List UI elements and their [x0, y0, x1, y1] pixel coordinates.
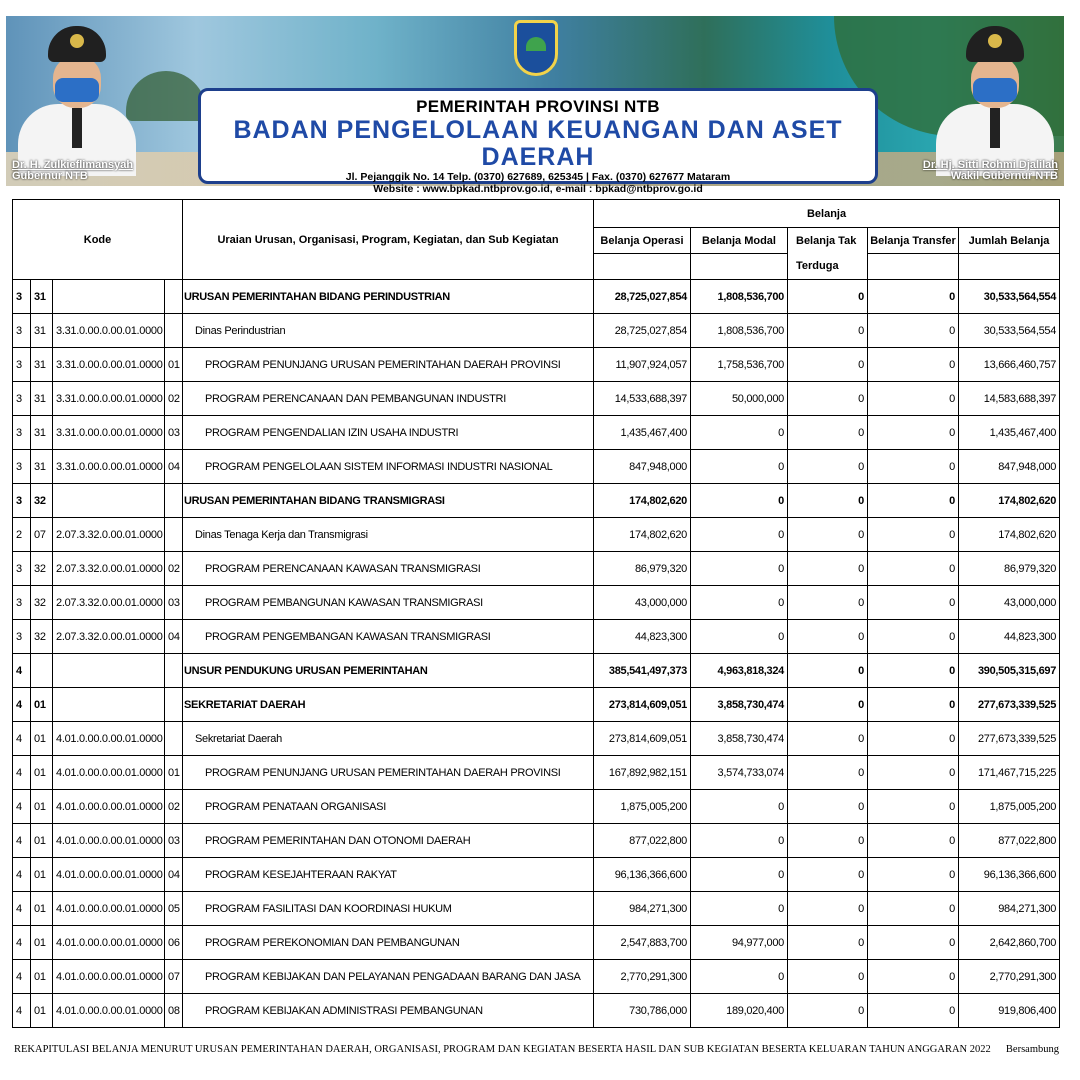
kode-organisasi: 3.31.0.00.0.00.01.0000: [53, 416, 165, 450]
table-row: [13, 926, 1060, 960]
header-belanja-modal: Belanja Modal: [691, 228, 788, 254]
header-jumlah-belanja-spacer: [959, 254, 1060, 280]
jumlah-belanja: 1,875,005,200: [959, 790, 1060, 824]
belanja-transfer: 0: [868, 926, 959, 960]
belanja-transfer: 0: [868, 280, 959, 314]
table-row: [13, 756, 1060, 790]
table-row: [13, 960, 1060, 994]
header-belanja-operasi: Belanja Operasi: [594, 228, 691, 254]
belanja-modal: 0: [691, 586, 788, 620]
uraian: PROGRAM FASILITASI DAN KOORDINASI HUKUM: [183, 892, 594, 926]
belanja-transfer: 0: [868, 688, 959, 722]
vice-governor-photo: [936, 26, 1054, 176]
header-belanja: Belanja: [594, 200, 1060, 228]
belanja-operasi: 2,770,291,300: [594, 960, 691, 994]
kode-bidang: 31: [31, 450, 53, 484]
header-uraian: Uraian Urusan, Organisasi, Program, Kegiatan, dan Sub Kegiatan: [183, 200, 594, 280]
agency-title: BADAN PENGELOLAAN KEUANGAN DAN ASET DAERAH: [233, 116, 843, 171]
kode-bidang: 07: [31, 518, 53, 552]
kode-bidang: 01: [31, 926, 53, 960]
kode-program: [165, 722, 183, 756]
kode-program: [165, 280, 183, 314]
belanja-tak-terduga: 0: [788, 620, 868, 654]
kode-bidang: 32: [31, 484, 53, 518]
kode-organisasi: 4.01.0.00.0.00.01.0000: [53, 960, 165, 994]
table-row: [13, 450, 1060, 484]
kode-bidang: 31: [31, 382, 53, 416]
belanja-tak-terduga: 0: [788, 314, 868, 348]
belanja-operasi: 730,786,000: [594, 994, 691, 1028]
kode-organisasi: 4.01.0.00.0.00.01.0000: [53, 926, 165, 960]
uraian: PROGRAM PEREKONOMIAN DAN PEMBANGUNAN: [183, 926, 594, 960]
belanja-transfer: 0: [868, 858, 959, 892]
tree-decoration: [126, 71, 206, 121]
header-jumlah-belanja: Jumlah Belanja: [959, 228, 1060, 254]
table-row: [13, 586, 1060, 620]
belanja-transfer: 0: [868, 552, 959, 586]
kode-program: 03: [165, 824, 183, 858]
kode-bidang: 01: [31, 756, 53, 790]
kode-bidang: 01: [31, 688, 53, 722]
kode-bidang: 01: [31, 790, 53, 824]
kode-urusan: 4: [13, 722, 31, 756]
belanja-transfer: 0: [868, 348, 959, 382]
jumlah-belanja: 43,000,000: [959, 586, 1060, 620]
kode-organisasi: [53, 484, 165, 518]
belanja-tak-terduga: 0: [788, 756, 868, 790]
kode-urusan: 3: [13, 382, 31, 416]
belanja-operasi: 28,725,027,854: [594, 280, 691, 314]
kode-program: 03: [165, 416, 183, 450]
uraian: PROGRAM PENGELOLAAN SISTEM INFORMASI INDUSTRI NASIONAL: [183, 450, 594, 484]
belanja-tak-terduga: 0: [788, 450, 868, 484]
kode-program: [165, 654, 183, 688]
kode-urusan: 4: [13, 790, 31, 824]
kode-bidang: 01: [31, 722, 53, 756]
kode-urusan: 3: [13, 348, 31, 382]
kode-program: 07: [165, 960, 183, 994]
kode-bidang: 31: [31, 348, 53, 382]
belanja-operasi: 43,000,000: [594, 586, 691, 620]
kode-program: [165, 484, 183, 518]
kode-bidang: 01: [31, 824, 53, 858]
belanja-tak-terduga: 0: [788, 688, 868, 722]
kode-program: 06: [165, 926, 183, 960]
kode-bidang: 32: [31, 620, 53, 654]
kode-urusan: 4: [13, 892, 31, 926]
kode-organisasi: [53, 280, 165, 314]
belanja-operasi: 984,271,300: [594, 892, 691, 926]
belanja-tak-terduga: 0: [788, 280, 868, 314]
kode-program: 04: [165, 620, 183, 654]
belanja-transfer: 0: [868, 314, 959, 348]
kode-urusan: 3: [13, 484, 31, 518]
uraian: Dinas Tenaga Kerja dan Transmigrasi: [183, 518, 594, 552]
jumlah-belanja: 2,642,860,700: [959, 926, 1060, 960]
kode-bidang: 31: [31, 314, 53, 348]
belanja-modal: 3,574,733,074: [691, 756, 788, 790]
kode-urusan: 3: [13, 620, 31, 654]
uraian: PROGRAM PERENCANAAN DAN PEMBANGUNAN INDUSTRI: [183, 382, 594, 416]
header-belanja-modal-spacer: [691, 254, 788, 280]
belanja-modal: 94,977,000: [691, 926, 788, 960]
belanja-tak-terduga: 0: [788, 960, 868, 994]
table-row: [13, 382, 1060, 416]
belanja-transfer: 0: [868, 586, 959, 620]
belanja-modal: 4,963,818,324: [691, 654, 788, 688]
uraian: PROGRAM PEMBANGUNAN KAWASAN TRANSMIGRASI: [183, 586, 594, 620]
kode-bidang: [31, 654, 53, 688]
belanja-operasi: 174,802,620: [594, 484, 691, 518]
belanja-tak-terduga: 0: [788, 824, 868, 858]
kode-bidang: 01: [31, 960, 53, 994]
jumlah-belanja: 30,533,564,554: [959, 280, 1060, 314]
kode-organisasi: 2.07.3.32.0.00.01.0000: [53, 552, 165, 586]
jumlah-belanja: 984,271,300: [959, 892, 1060, 926]
kode-bidang: 31: [31, 280, 53, 314]
kode-urusan: 4: [13, 756, 31, 790]
belanja-modal: 50,000,000: [691, 382, 788, 416]
kode-bidang: 01: [31, 994, 53, 1028]
kode-program: 02: [165, 790, 183, 824]
belanja-transfer: 0: [868, 756, 959, 790]
belanja-modal: 1,808,536,700: [691, 280, 788, 314]
belanja-transfer: 0: [868, 722, 959, 756]
kode-organisasi: 3.31.0.00.0.00.01.0000: [53, 314, 165, 348]
belanja-operasi: 273,814,609,051: [594, 688, 691, 722]
vice-governor-role: Wakil Gubernur NTB: [950, 170, 1058, 182]
page-footer: [14, 1044, 1059, 1055]
belanja-operasi: 44,823,300: [594, 620, 691, 654]
belanja-modal: 0: [691, 858, 788, 892]
kode-urusan: 4: [13, 960, 31, 994]
table-row: [13, 314, 1060, 348]
belanja-operasi: 14,533,688,397: [594, 382, 691, 416]
jumlah-belanja: 174,802,620: [959, 518, 1060, 552]
uraian: PROGRAM PENUNJANG URUSAN PEMERINTAHAN DAERAH PROVINSI: [183, 756, 594, 790]
kode-organisasi: 2.07.3.32.0.00.01.0000: [53, 518, 165, 552]
table-row: [13, 994, 1060, 1028]
table-row: [13, 790, 1060, 824]
kode-organisasi: 3.31.0.00.0.00.01.0000: [53, 450, 165, 484]
belanja-transfer: 0: [868, 994, 959, 1028]
kode-urusan: 3: [13, 450, 31, 484]
kode-urusan: 4: [13, 824, 31, 858]
vice-governor-name: Dr. Hj. Sitti Rohmi Djalilah: [922, 159, 1058, 171]
belanja-modal: 0: [691, 960, 788, 994]
belanja-transfer: 0: [868, 790, 959, 824]
jumlah-belanja: 44,823,300: [959, 620, 1060, 654]
belanja-operasi: 385,541,497,373: [594, 654, 691, 688]
continued-label: Bersambung: [1005, 1044, 1059, 1055]
jumlah-belanja: 877,022,800: [959, 824, 1060, 858]
budget-table-body: [13, 280, 1060, 1028]
uraian: UNSUR PENDUKUNG URUSAN PEMERINTAHAN: [183, 654, 594, 688]
belanja-operasi: 1,435,467,400: [594, 416, 691, 450]
kode-bidang: 32: [31, 552, 53, 586]
governor-role: Gubernur NTB: [12, 170, 88, 182]
uraian: SEKRETARIAT DAERAH: [183, 688, 594, 722]
table-row: [13, 858, 1060, 892]
agency-address: Jl. Pejanggik No. 14 Telp. (0370) 627689, 625345 | Fax. (0370) 627677 Mataram: [345, 171, 731, 183]
belanja-modal: 0: [691, 620, 788, 654]
uraian: Dinas Perindustrian: [183, 314, 594, 348]
belanja-modal: 0: [691, 416, 788, 450]
kode-organisasi: 4.01.0.00.0.00.01.0000: [53, 756, 165, 790]
jumlah-belanja: 30,533,564,554: [959, 314, 1060, 348]
jumlah-belanja: 171,467,715,225: [959, 756, 1060, 790]
title-box: [198, 88, 878, 195]
belanja-modal: 0: [691, 484, 788, 518]
belanja-modal: 3,858,730,474: [691, 722, 788, 756]
header-banner: [6, 16, 1064, 195]
header-belanja-transfer: Belanja Transfer: [868, 228, 959, 254]
governor-photo: [18, 26, 136, 176]
uraian: PROGRAM PEMERINTAHAN DAN OTONOMI DAERAH: [183, 824, 594, 858]
uraian: PROGRAM KESEJAHTERAAN RAKYAT: [183, 858, 594, 892]
jumlah-belanja: 86,979,320: [959, 552, 1060, 586]
belanja-operasi: 847,948,000: [594, 450, 691, 484]
jumlah-belanja: 2,770,291,300: [959, 960, 1060, 994]
belanja-modal: 189,020,400: [691, 994, 788, 1028]
kode-bidang: 01: [31, 858, 53, 892]
table-row: [13, 518, 1060, 552]
uraian: PROGRAM PENGEMBANGAN KAWASAN TRANSMIGRASI: [183, 620, 594, 654]
kode-organisasi: 2.07.3.32.0.00.01.0000: [53, 586, 165, 620]
kode-urusan: 4: [13, 688, 31, 722]
belanja-transfer: 0: [868, 484, 959, 518]
kode-organisasi: [53, 654, 165, 688]
belanja-transfer: 0: [868, 382, 959, 416]
kode-organisasi: 4.01.0.00.0.00.01.0000: [53, 722, 165, 756]
uraian: PROGRAM PENGENDALIAN IZIN USAHA INDUSTRI: [183, 416, 594, 450]
kode-organisasi: 4.01.0.00.0.00.01.0000: [53, 790, 165, 824]
belanja-modal: 1,758,536,700: [691, 348, 788, 382]
belanja-tak-terduga: 0: [788, 518, 868, 552]
belanja-modal: 0: [691, 824, 788, 858]
header-belanja-tak-terduga: Belanja Tak Terduga: [788, 228, 868, 280]
ntb-logo-icon: [514, 20, 558, 76]
table-row: [13, 552, 1060, 586]
kode-bidang: 32: [31, 586, 53, 620]
government-title: PEMERINTAH PROVINSI NTB: [416, 97, 660, 116]
jumlah-belanja: 1,435,467,400: [959, 416, 1060, 450]
belanja-tak-terduga: 0: [788, 892, 868, 926]
belanja-modal: 0: [691, 552, 788, 586]
uraian: URUSAN PEMERINTAHAN BIDANG PERINDUSTRIAN: [183, 280, 594, 314]
belanja-transfer: 0: [868, 960, 959, 994]
kode-program: 02: [165, 552, 183, 586]
jumlah-belanja: 96,136,366,600: [959, 858, 1060, 892]
kode-program: 02: [165, 382, 183, 416]
belanja-operasi: 86,979,320: [594, 552, 691, 586]
belanja-operasi: 167,892,982,151: [594, 756, 691, 790]
belanja-tak-terduga: 0: [788, 416, 868, 450]
belanja-tak-terduga: 0: [788, 994, 868, 1028]
table-row: [13, 824, 1060, 858]
uraian: PROGRAM PENUNJANG URUSAN PEMERINTAHAN DAERAH PROVINSI: [183, 348, 594, 382]
belanja-modal: 3,858,730,474: [691, 688, 788, 722]
belanja-transfer: 0: [868, 518, 959, 552]
kode-organisasi: 4.01.0.00.0.00.01.0000: [53, 994, 165, 1028]
kode-organisasi: 3.31.0.00.0.00.01.0000: [53, 382, 165, 416]
belanja-operasi: 11,907,924,057: [594, 348, 691, 382]
belanja-modal: 0: [691, 518, 788, 552]
jumlah-belanja: 14,583,688,397: [959, 382, 1060, 416]
governor-name: Dr. H. Zulkieflimansyah: [12, 159, 134, 171]
kode-urusan: 3: [13, 280, 31, 314]
belanja-transfer: 0: [868, 892, 959, 926]
belanja-operasi: 28,725,027,854: [594, 314, 691, 348]
belanja-modal: 0: [691, 892, 788, 926]
belanja-tak-terduga: 0: [788, 586, 868, 620]
uraian: PROGRAM KEBIJAKAN DAN PELAYANAN PENGADAAN BARANG DAN JASA: [183, 960, 594, 994]
table-row: [13, 688, 1060, 722]
uraian: PROGRAM PENATAAN ORGANISASI: [183, 790, 594, 824]
budget-table: [12, 199, 1060, 1028]
belanja-tak-terduga: 0: [788, 348, 868, 382]
jumlah-belanja: 277,673,339,525: [959, 688, 1060, 722]
table-row: [13, 416, 1060, 450]
kode-program: [165, 518, 183, 552]
kode-urusan: 3: [13, 586, 31, 620]
table-row: [13, 892, 1060, 926]
kode-program: 01: [165, 756, 183, 790]
kode-program: 04: [165, 450, 183, 484]
kode-organisasi: 4.01.0.00.0.00.01.0000: [53, 858, 165, 892]
uraian: Sekretariat Daerah: [183, 722, 594, 756]
belanja-operasi: 877,022,800: [594, 824, 691, 858]
table-row: [13, 280, 1060, 314]
kode-urusan: 3: [13, 314, 31, 348]
jumlah-belanja: 277,673,339,525: [959, 722, 1060, 756]
belanja-transfer: 0: [868, 654, 959, 688]
kode-organisasi: 4.01.0.00.0.00.01.0000: [53, 892, 165, 926]
jumlah-belanja: 13,666,460,757: [959, 348, 1060, 382]
belanja-operasi: 96,136,366,600: [594, 858, 691, 892]
table-row: [13, 654, 1060, 688]
kode-bidang: 01: [31, 892, 53, 926]
kode-program: 04: [165, 858, 183, 892]
kode-urusan: 4: [13, 858, 31, 892]
report-caption: REKAPITULASI BELANJA MENURUT URUSAN PEMERINTAHAN DAERAH, ORGANISASI, PROGRAM DAN KEGIATAN BESERTA HASIL DAN SUB KEGIATAN BESERTA KELUARAN TAHUN ANGGARAN 2022: [14, 1044, 991, 1055]
belanja-transfer: 0: [868, 620, 959, 654]
uraian: URUSAN PEMERINTAHAN BIDANG TRANSMIGRASI: [183, 484, 594, 518]
table-row: [13, 348, 1060, 382]
jumlah-belanja: 847,948,000: [959, 450, 1060, 484]
belanja-tak-terduga: 0: [788, 790, 868, 824]
kode-program: [165, 314, 183, 348]
jumlah-belanja: 174,802,620: [959, 484, 1060, 518]
header-belanja-transfer-spacer: [868, 254, 959, 280]
uraian: PROGRAM PERENCANAAN KAWASAN TRANSMIGRASI: [183, 552, 594, 586]
kode-organisasi: [53, 688, 165, 722]
jumlah-belanja: 390,505,315,697: [959, 654, 1060, 688]
kode-program: 01: [165, 348, 183, 382]
belanja-tak-terduga: 0: [788, 858, 868, 892]
kode-program: 05: [165, 892, 183, 926]
header-kode: Kode: [13, 200, 183, 280]
belanja-transfer: 0: [868, 824, 959, 858]
table-row: [13, 722, 1060, 756]
belanja-transfer: 0: [868, 416, 959, 450]
kode-urusan: 4: [13, 926, 31, 960]
belanja-operasi: 1,875,005,200: [594, 790, 691, 824]
kode-program: 03: [165, 586, 183, 620]
kode-organisasi: 2.07.3.32.0.00.01.0000: [53, 620, 165, 654]
belanja-modal: 1,808,536,700: [691, 314, 788, 348]
belanja-operasi: 273,814,609,051: [594, 722, 691, 756]
kode-urusan: 2: [13, 518, 31, 552]
kode-organisasi: 3.31.0.00.0.00.01.0000: [53, 348, 165, 382]
belanja-tak-terduga: 0: [788, 484, 868, 518]
belanja-tak-terduga: 0: [788, 926, 868, 960]
kode-organisasi: 4.01.0.00.0.00.01.0000: [53, 824, 165, 858]
agency-contact: Website : www.bpkad.ntbprov.go.id, e-mail : bpkad@ntbprov.go.id: [373, 183, 703, 195]
belanja-modal: 0: [691, 450, 788, 484]
kode-urusan: 3: [13, 552, 31, 586]
belanja-tak-terduga: 0: [788, 722, 868, 756]
belanja-tak-terduga: 0: [788, 382, 868, 416]
header-belanja-operasi-spacer: [594, 254, 691, 280]
governor-caption: [12, 160, 133, 182]
belanja-operasi: 2,547,883,700: [594, 926, 691, 960]
kode-bidang: 31: [31, 416, 53, 450]
kode-urusan: 4: [13, 994, 31, 1028]
belanja-transfer: 0: [868, 450, 959, 484]
table-row: [13, 620, 1060, 654]
belanja-tak-terduga: 0: [788, 654, 868, 688]
belanja-tak-terduga: 0: [788, 552, 868, 586]
kode-urusan: 3: [13, 416, 31, 450]
belanja-operasi: 174,802,620: [594, 518, 691, 552]
kode-program: [165, 688, 183, 722]
belanja-modal: 0: [691, 790, 788, 824]
jumlah-belanja: 919,806,400: [959, 994, 1060, 1028]
kode-urusan: 4: [13, 654, 31, 688]
uraian: PROGRAM KEBIJAKAN ADMINISTRASI PEMBANGUNAN: [183, 994, 594, 1028]
vice-governor-caption: [923, 160, 1058, 182]
table-row: [13, 484, 1060, 518]
kode-program: 08: [165, 994, 183, 1028]
